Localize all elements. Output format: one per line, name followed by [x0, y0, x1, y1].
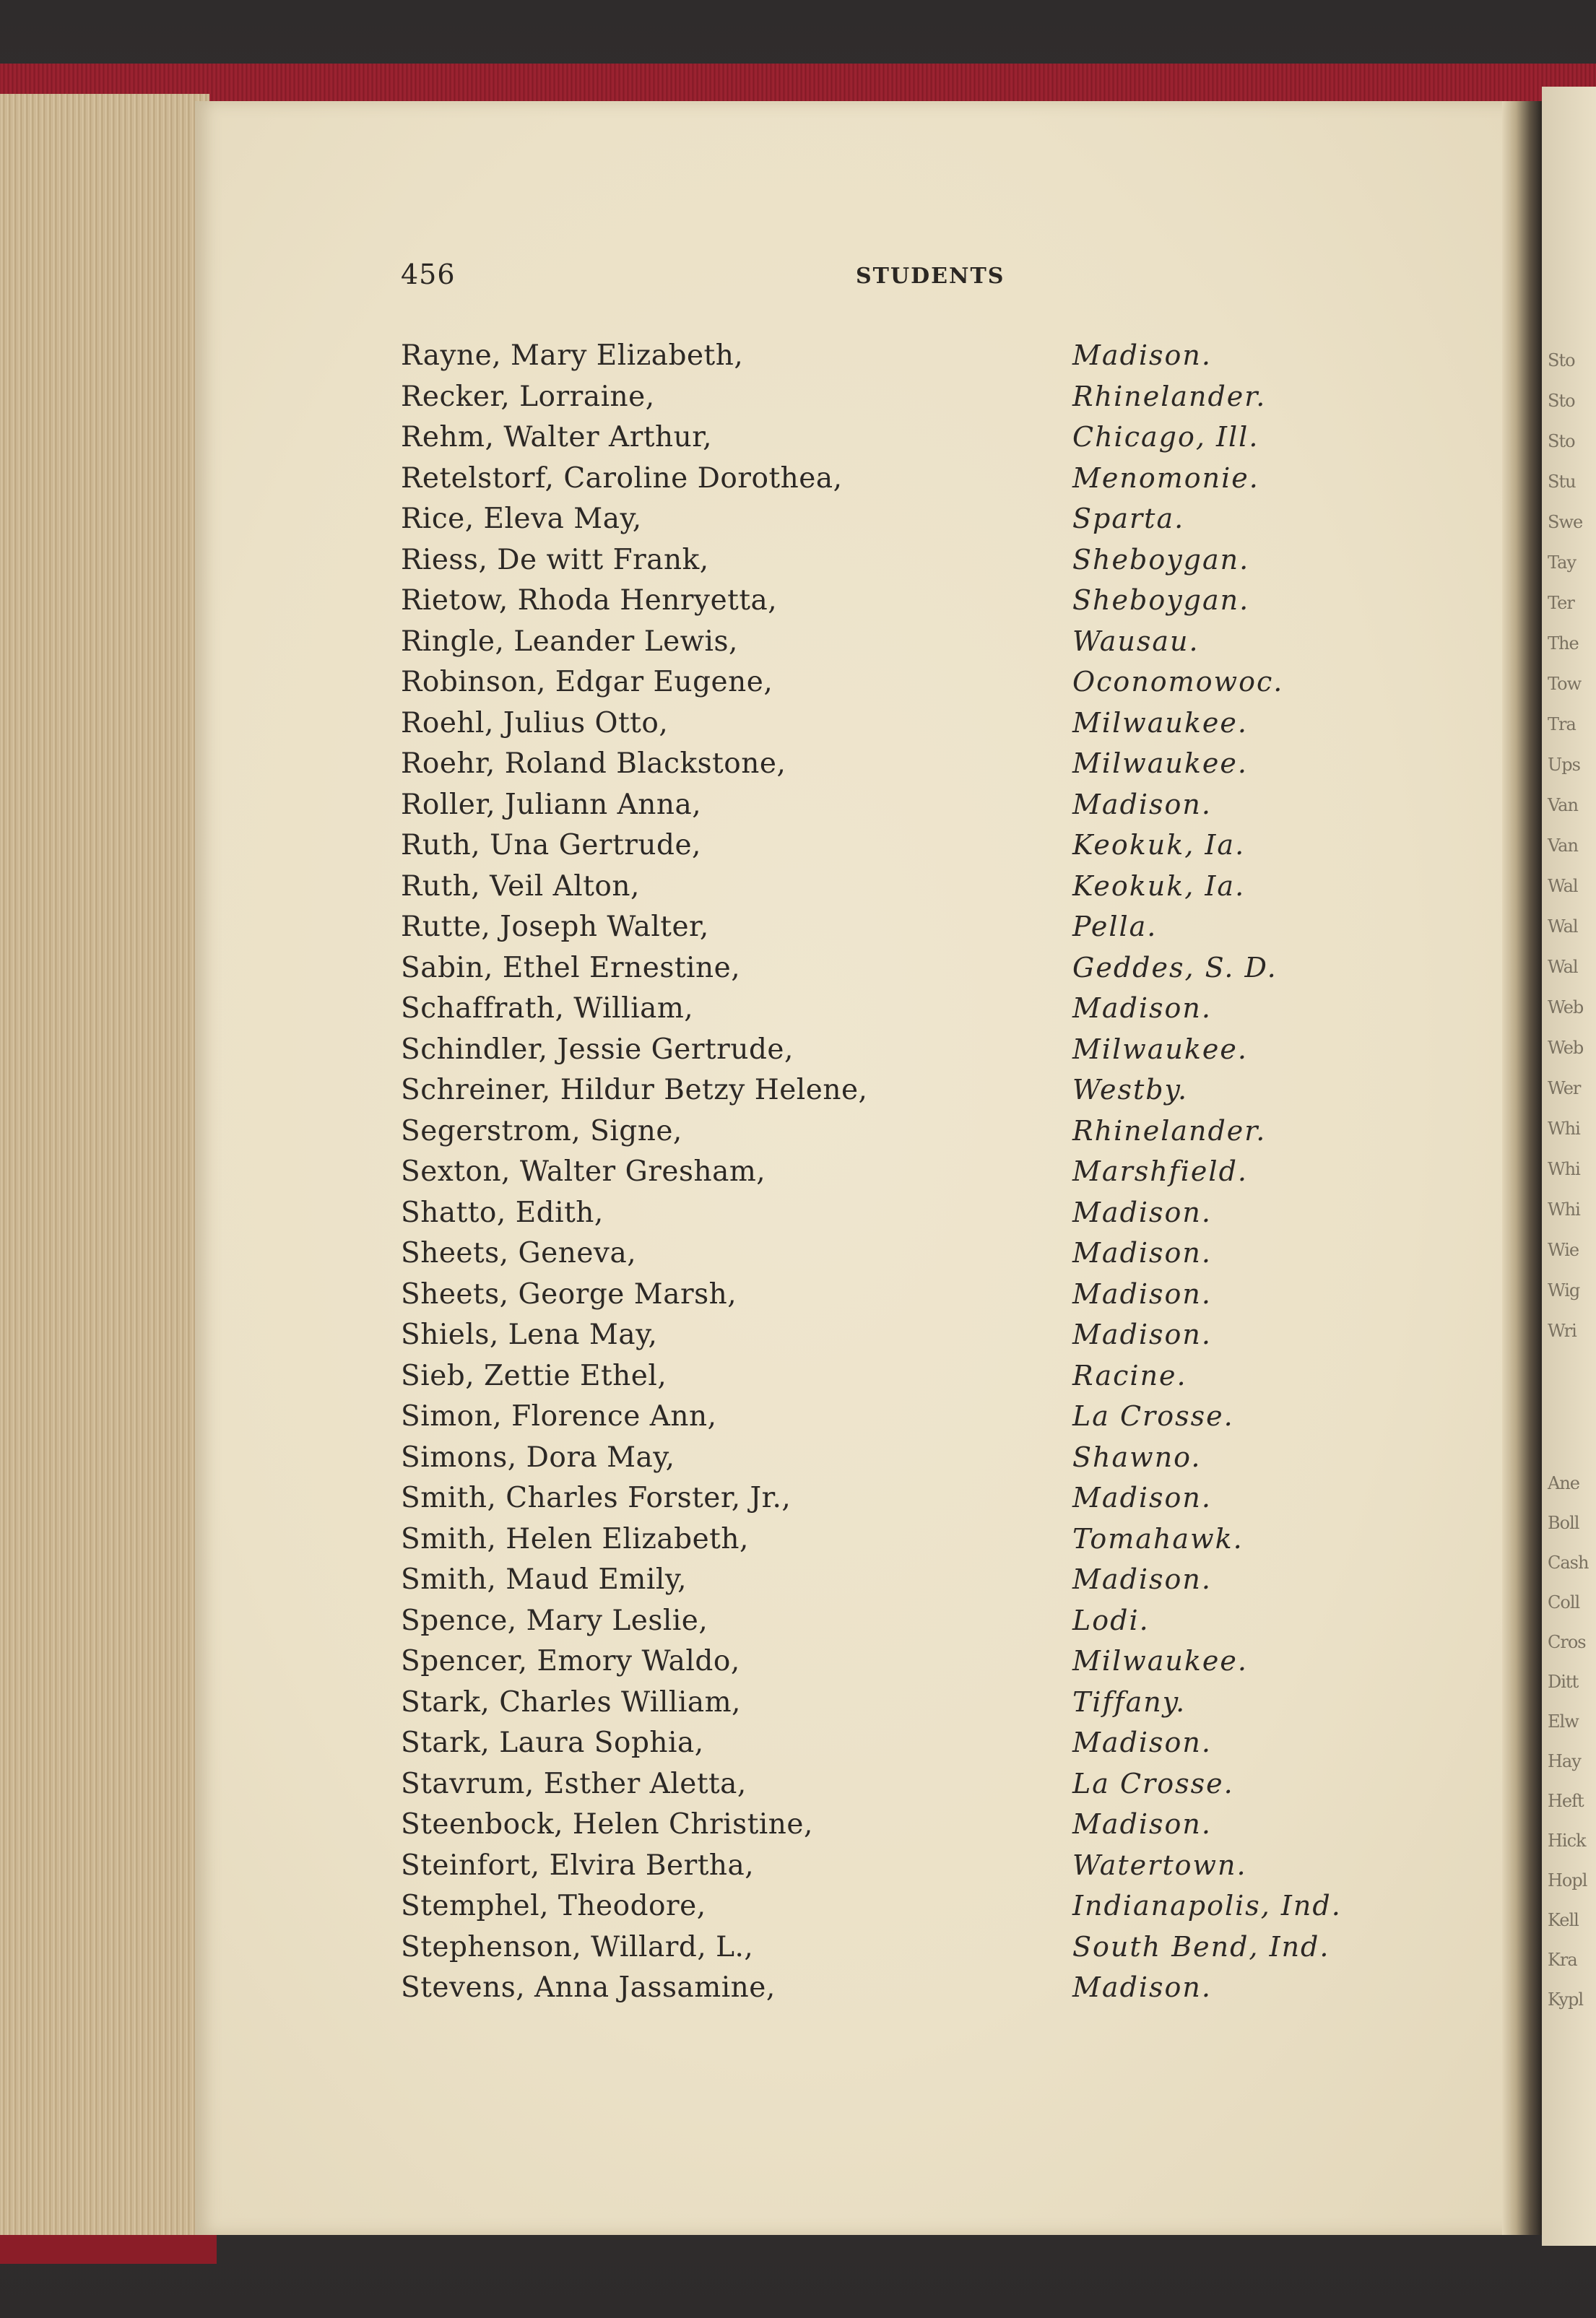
student-name: Riess, De witt Frank, — [401, 543, 709, 576]
student-name: Sheets, Geneva, — [401, 1237, 637, 1269]
list-item — [0, 1931, 1596, 1971]
student-hometown: Rhinelander. — [1072, 1114, 1267, 1147]
facing-page-fragment: Whi — [1548, 1159, 1580, 1179]
list-item — [0, 584, 1596, 625]
student-name: Stemphel, Theodore, — [401, 1890, 706, 1922]
student-name: Stavrum, Esther Aletta, — [401, 1767, 747, 1800]
list-item — [0, 544, 1596, 584]
list-item — [0, 1727, 1596, 1767]
facing-page-fragment: Ups — [1548, 755, 1580, 775]
facing-page-fragment: Elw — [1548, 1711, 1579, 1732]
list-item — [0, 992, 1596, 1033]
facing-page-fragment: Hick — [1548, 1831, 1586, 1851]
student-name: Retelstorf, Caroline Dorothea, — [401, 461, 843, 495]
facing-page-fragment: Van — [1548, 795, 1578, 815]
student-hometown: Milwaukee. — [1072, 1033, 1248, 1065]
student-hometown: Keokuk, Ia. — [1072, 869, 1246, 902]
student-name: Roehr, Roland Blackstone, — [401, 747, 786, 780]
list-item — [0, 1482, 1596, 1522]
student-hometown: Madison. — [1072, 1563, 1212, 1595]
list-item — [0, 421, 1596, 461]
student-name: Shiels, Lena May, — [401, 1319, 658, 1351]
student-hometown: Marshfield. — [1072, 1155, 1248, 1187]
facing-page-fragment: Ter — [1548, 593, 1574, 613]
student-name: Sexton, Walter Gresham, — [401, 1155, 766, 1188]
student-name: Ruth, Una Gertrude, — [401, 829, 701, 861]
list-item — [0, 1197, 1596, 1237]
student-hometown: Tiffany. — [1072, 1685, 1187, 1718]
facing-page-fragment: Kell — [1548, 1910, 1579, 1930]
student-name: Rutte, Joseph Walter, — [401, 911, 709, 943]
facing-page-fragment: Coll — [1548, 1592, 1580, 1612]
list-item — [0, 1971, 1596, 2012]
student-name: Ruth, Veil Alton, — [401, 869, 640, 903]
student-hometown: Keokuk, Ia. — [1072, 829, 1246, 861]
student-hometown: Sheboygan. — [1072, 543, 1250, 576]
facing-page-fragment: Sto — [1548, 350, 1575, 370]
list-item — [0, 1768, 1596, 1808]
student-name: Schreiner, Hildur Betzy Helene, — [401, 1074, 868, 1106]
facing-page-fragment: Web — [1548, 997, 1584, 1017]
student-hometown: Madison. — [1072, 1319, 1212, 1350]
list-item — [0, 503, 1596, 543]
facing-page-fragment: Hopl — [1548, 1870, 1587, 1891]
student-hometown: Tomahawk. — [1072, 1522, 1244, 1555]
student-name: Stevens, Anna Jassamine, — [401, 1971, 776, 2004]
student-name: Spence, Mary Leslie, — [401, 1604, 708, 1637]
facing-page-fragment: Web — [1548, 1038, 1584, 1058]
student-hometown: Oconomowoc. — [1072, 666, 1284, 698]
facing-page-fragment: Whi — [1548, 1199, 1580, 1220]
student-name: Smith, Charles Forster, Jr., — [401, 1482, 792, 1514]
facing-page-fragment: Sto — [1548, 431, 1575, 451]
facing-page-fragment: Boll — [1548, 1513, 1579, 1533]
student-hometown: Lodi. — [1072, 1604, 1150, 1636]
facing-page-fragment: The — [1548, 633, 1579, 654]
student-name: Steinfort, Elvira Bertha, — [401, 1849, 755, 1882]
facing-page-fragment: Ane — [1548, 1473, 1579, 1493]
student-hometown: Indianapolis, Ind. — [1072, 1890, 1342, 1922]
list-item — [0, 789, 1596, 829]
page-number: 456 — [401, 259, 456, 290]
student-hometown: Wausau. — [1072, 625, 1200, 657]
list-item — [0, 1563, 1596, 1604]
list-item — [0, 1074, 1596, 1114]
student-name: Stark, Charles William, — [401, 1685, 741, 1719]
student-hometown: Milwaukee. — [1072, 1645, 1248, 1677]
student-name: Sabin, Ethel Ernestine, — [401, 951, 741, 984]
student-name: Sieb, Zettie Ethel, — [401, 1359, 667, 1392]
student-hometown: Chicago, Ill. — [1072, 421, 1259, 453]
facing-page-fragment: Wal — [1548, 876, 1578, 896]
student-hometown: Racine. — [1072, 1359, 1187, 1392]
student-name: Roller, Juliann Anna, — [401, 788, 702, 821]
running-head: STUDENTS — [856, 264, 1005, 289]
student-hometown: South Bend, Ind. — [1072, 1930, 1330, 1963]
list-item — [0, 1278, 1596, 1319]
student-hometown: Shawno. — [1072, 1441, 1202, 1473]
student-name: Recker, Lorraine, — [401, 380, 655, 413]
list-item — [0, 747, 1596, 788]
student-name: Robinson, Edgar Eugene, — [401, 666, 773, 698]
facing-page-fragment: Cash — [1548, 1553, 1589, 1573]
student-hometown: Pella. — [1072, 911, 1158, 942]
facing-page-fragment: Stu — [1548, 472, 1576, 492]
student-name: Roehl, Julius Otto, — [401, 706, 669, 739]
student-hometown: Madison. — [1072, 1196, 1212, 1228]
facing-page-fragment: Wer — [1548, 1078, 1581, 1098]
student-hometown: Milwaukee. — [1072, 747, 1248, 779]
facing-page-fragment: Tow — [1548, 674, 1582, 694]
student-name: Stark, Laura Sophia, — [401, 1727, 704, 1759]
list-item — [0, 1686, 1596, 1727]
student-hometown: Madison. — [1072, 1277, 1212, 1310]
list-item — [0, 1605, 1596, 1645]
facing-page-fragment: Tra — [1548, 714, 1576, 734]
facing-page-fragment: Hay — [1548, 1751, 1581, 1771]
student-name: Sheets, George Marsh, — [401, 1277, 737, 1311]
student-name: Smith, Maud Emily, — [401, 1563, 688, 1596]
student-hometown: Madison. — [1072, 1971, 1212, 2003]
student-name: Ringle, Leander Lewis, — [401, 625, 738, 658]
list-item — [0, 339, 1596, 380]
student-hometown: La Crosse. — [1072, 1400, 1234, 1432]
student-hometown: Madison. — [1072, 788, 1212, 820]
student-name: Steenbock, Helen Christine, — [401, 1808, 813, 1841]
student-hometown: Westby. — [1072, 1074, 1189, 1106]
student-name: Simons, Dora May, — [401, 1441, 675, 1474]
student-hometown: Madison. — [1072, 1237, 1212, 1269]
student-hometown: Madison. — [1072, 1808, 1212, 1840]
list-item — [0, 1523, 1596, 1563]
facing-page-fragment: Wig — [1548, 1280, 1580, 1301]
facing-page-fragment: Tay — [1548, 552, 1577, 573]
facing-page-fragment: Wal — [1548, 916, 1578, 937]
list-item — [0, 1441, 1596, 1482]
student-hometown: Milwaukee. — [1072, 706, 1248, 739]
student-hometown: Sheboygan. — [1072, 584, 1250, 616]
list-item — [0, 952, 1596, 992]
student-hometown: Menomonie. — [1072, 461, 1259, 494]
student-name: Rice, Eleva May, — [401, 503, 642, 535]
student-name: Rietow, Rhoda Henryetta, — [401, 584, 778, 617]
list-item — [0, 707, 1596, 747]
student-name: Shatto, Edith, — [401, 1196, 604, 1229]
facing-page-fragment: Kra — [1548, 1950, 1577, 1970]
student-name: Simon, Florence Ann, — [401, 1400, 717, 1433]
student-name: Rehm, Walter Arthur, — [401, 421, 713, 453]
student-hometown: Madison. — [1072, 339, 1212, 371]
list-item — [0, 462, 1596, 503]
student-name: Schaffrath, William, — [401, 992, 694, 1025]
list-item — [0, 1890, 1596, 1930]
facing-page-fragment: Heft — [1548, 1791, 1584, 1811]
facing-page-fragment: Wal — [1548, 957, 1578, 977]
facing-page-fragment: Van — [1548, 835, 1578, 856]
student-hometown: Madison. — [1072, 992, 1212, 1024]
list-item — [0, 1808, 1596, 1849]
list-item — [0, 1033, 1596, 1074]
student-hometown: Rhinelander. — [1072, 380, 1267, 412]
student-hometown: La Crosse. — [1072, 1767, 1234, 1800]
list-item — [0, 1645, 1596, 1685]
list-item — [0, 1319, 1596, 1359]
student-hometown: Watertown. — [1072, 1849, 1247, 1881]
list-item — [0, 1360, 1596, 1400]
student-hometown: Madison. — [1072, 1727, 1212, 1758]
facing-page-fragment: Swe — [1548, 512, 1583, 532]
facing-page-fragment: Whi — [1548, 1119, 1580, 1139]
list-item — [0, 625, 1596, 666]
student-name: Rayne, Mary Elizabeth, — [401, 339, 744, 372]
list-item — [0, 381, 1596, 421]
facing-page-fragment: Cros — [1548, 1632, 1586, 1652]
facing-page-fragment: Sto — [1548, 391, 1575, 411]
list-item — [0, 870, 1596, 911]
list-item — [0, 1155, 1596, 1196]
student-name: Spencer, Emory Waldo, — [401, 1645, 740, 1677]
student-name: Smith, Helen Elizabeth, — [401, 1522, 749, 1555]
student-hometown: Geddes, S. D. — [1072, 951, 1278, 984]
list-item — [0, 1115, 1596, 1155]
list-item — [0, 1849, 1596, 1890]
student-hometown: Sparta. — [1072, 503, 1185, 534]
list-item — [0, 1237, 1596, 1277]
student-name: Schindler, Jessie Gertrude, — [401, 1033, 794, 1066]
facing-page-fragment: Kypl — [1548, 1989, 1583, 2010]
list-item — [0, 1400, 1596, 1441]
student-name: Segerstrom, Signe, — [401, 1114, 682, 1147]
list-item — [0, 829, 1596, 869]
list-item — [0, 911, 1596, 951]
facing-page-fragment: Ditt — [1548, 1672, 1579, 1692]
facing-page-fragment: Wie — [1548, 1240, 1579, 1260]
list-item — [0, 666, 1596, 706]
facing-page-fragment: Wri — [1548, 1321, 1577, 1341]
student-hometown: Madison. — [1072, 1482, 1212, 1514]
student-name: Stephenson, Willard, L., — [401, 1930, 754, 1963]
